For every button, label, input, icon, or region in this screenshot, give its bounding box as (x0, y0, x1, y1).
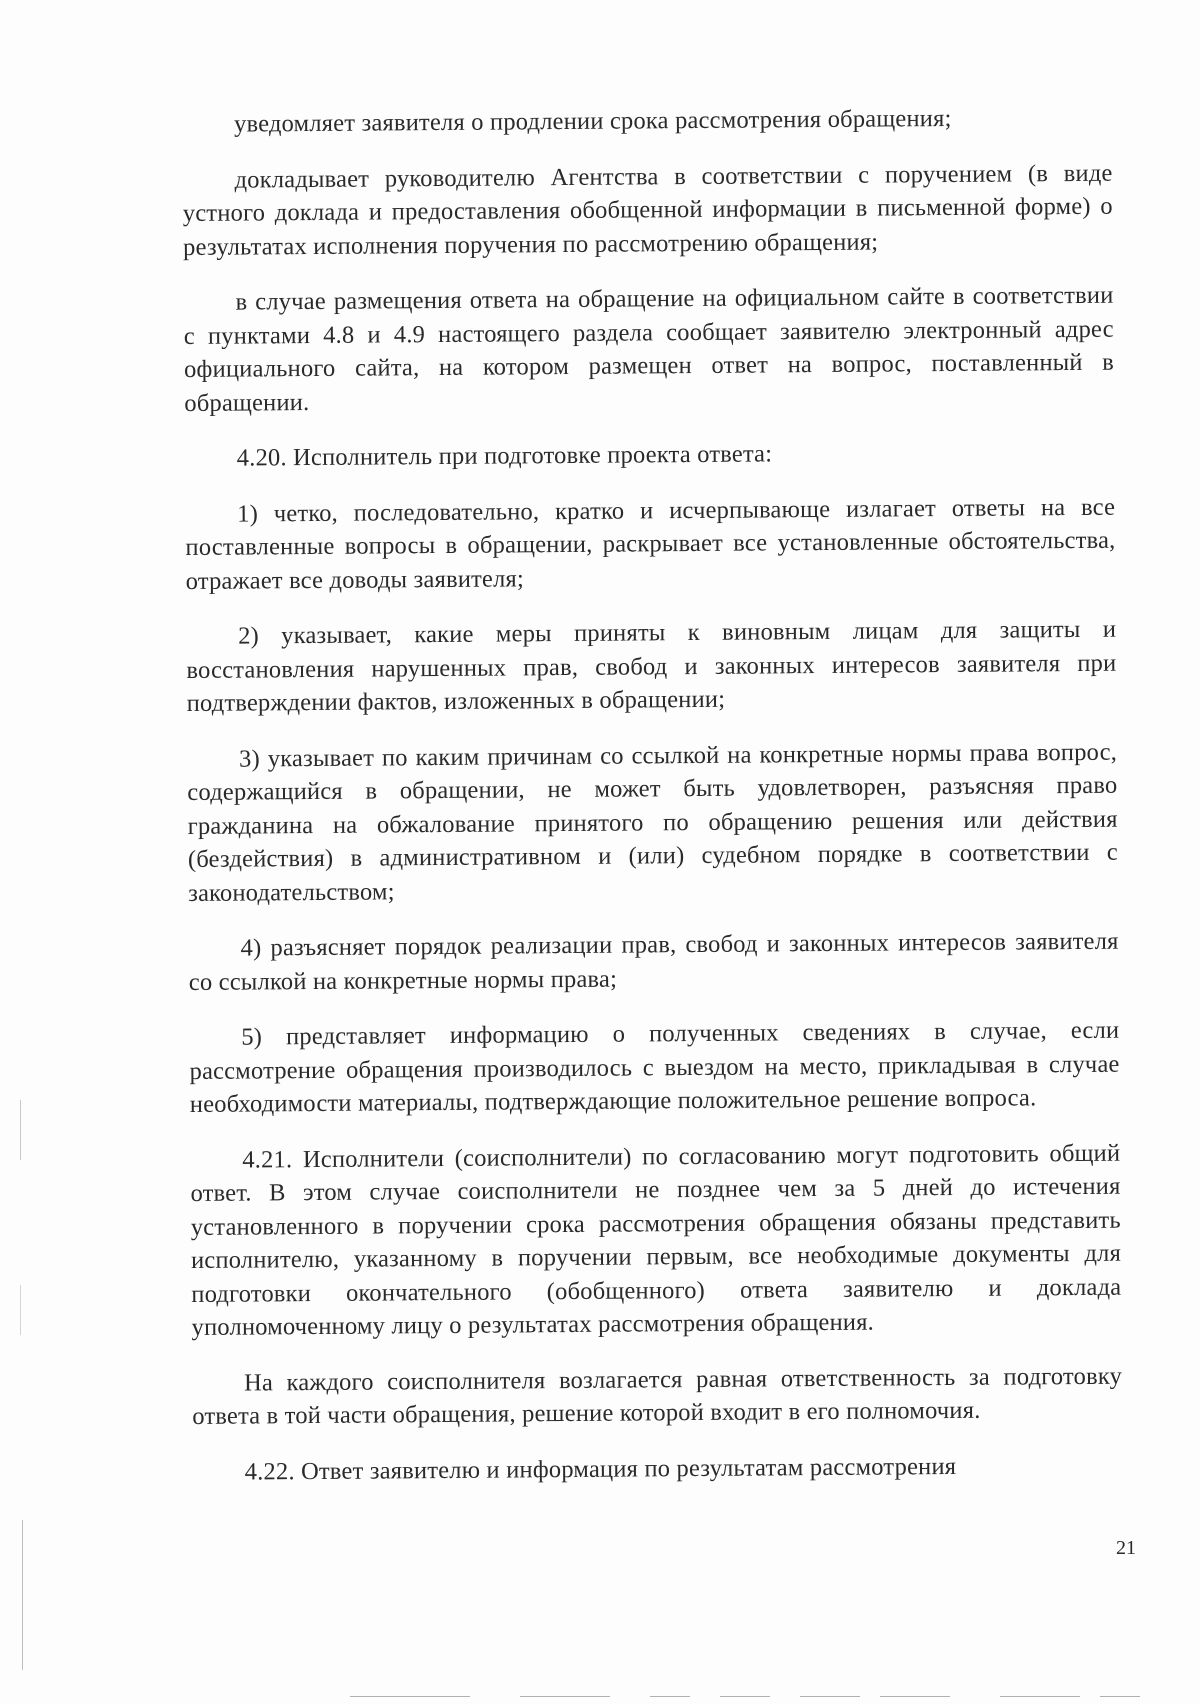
paragraph-item-1: 1) четко, последовательно, кратко и исчерпывающе излагает ответы на все поставленные вопросы в обращении, раскрывает все установленные обстоятельства, отражает все доводы заявителя; (185, 493, 1116, 595)
paragraph-section-4-20: 4.20. Исполнитель при подготовке проекта ответа: (236, 440, 773, 472)
scan-artifact (20, 1100, 21, 1160)
paragraph-report-to-head: докладывает руководителю Агентства в соответствии с поручением (в виде устного доклада и предоставления обобщенной информации в письменной форме) о результатах исполнения поручения по рассмотрению обращения; (182, 159, 1113, 261)
scan-artifact (22, 1520, 23, 1670)
scan-edge-artifact (880, 1696, 950, 1697)
scan-edge-artifact (1000, 1696, 1080, 1697)
scan-edge-artifact (350, 1696, 470, 1697)
paragraph-notify-extension: уведомляет заявителя о продлении срока рассмотрения обращения; (234, 104, 952, 138)
paragraph-section-4-21: 4.21. Исполнители (соисполнители) по согласованию могут подготовить общий ответ. В этом случае соисполнители не позднее чем за 5 дней до истечения установленного в поручении срока рассмотрения обращения обязаны представить исполнителю, указанному в поручении первым, все необходимые документы для подготовки окончательного (обобщенного) ответа заявителю и доклада уполномоченному лицу о результатах рассмотрения обращения. (190, 1139, 1122, 1341)
paragraph-website-answer: в случае размещения ответа на обращение на официальном сайте в соответствии с пунктами 4.8 и 4.9 настоящего раздела сообщает заявителю электронный адрес официального сайта, на котором размещен ответ на вопрос, поставленный в обращении. (183, 281, 1115, 417)
paragraph-item-4: 4) разъясняет порядок реализации прав, свобод и законных интересов заявителя со ссылкой на конкретные нормы права; (188, 927, 1119, 996)
paragraph-section-4-22: 4.22. Ответ заявителю и информация по результатам рассмотрения (244, 1452, 957, 1486)
scan-edge-artifact (650, 1696, 690, 1697)
scan-edge-artifact (720, 1696, 770, 1697)
scan-artifact (20, 1285, 21, 1335)
paragraph-item-3: 3) указывает по каким причинам со ссылкой на конкретные нормы права вопрос, содержащийся в обращении, не может быть удовлетворен, разъясняя право гражданина на обжалование принятого по обращению решения или действия (бездействия) в административном и (или) судебном порядке в соответствии с законодательством; (187, 738, 1118, 907)
paragraph-item-2: 2) указывает, какие меры приняты к виновным лицам для защиты и восстановления нарушенных прав, свобод и законных интересов заявителя при подтверждении фактов, изложенных в обращении; (186, 615, 1117, 717)
scan-edge-artifact (1100, 1696, 1140, 1697)
document-body (182, 101, 1123, 1511)
paragraph-item-5: 5) представляет информацию о полученных сведениях в случае, если рассмотрение обращения производилось с выездом на место, прикладывая в случае необходимости материалы, подтверждающие положительное решение вопроса. (189, 1016, 1120, 1118)
paragraph-equal-responsibility: На каждого соисполнителя возлагается равная ответственность за подготовку ответа в той части обращения, решение которой входит в его полномочия. (192, 1362, 1123, 1430)
page-number: 21 (1116, 1537, 1136, 1559)
scan-edge-artifact (800, 1696, 860, 1697)
scan-edge-artifact (520, 1696, 610, 1697)
